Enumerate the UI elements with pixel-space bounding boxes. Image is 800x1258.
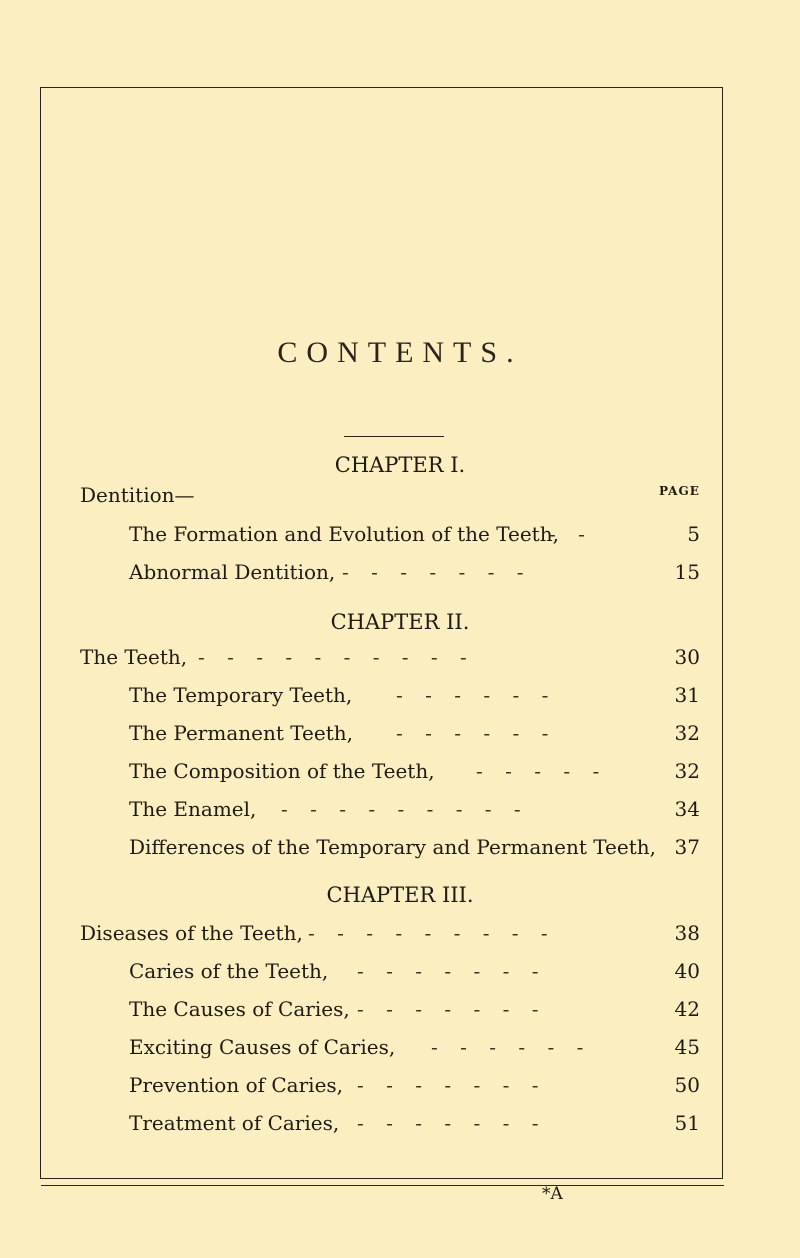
dot-leader: - - - - - - xyxy=(431,1035,592,1059)
toc-entry-label: The Temporary Teeth, xyxy=(129,683,353,707)
toc-entry xyxy=(129,756,700,786)
signature-mark: *A xyxy=(542,1184,563,1204)
toc-page-number: 32 xyxy=(674,721,700,745)
toc-entry-label: Exciting Causes of Caries, xyxy=(129,1035,396,1059)
toc-entry xyxy=(129,794,700,824)
dot-leader: - - - - - - - xyxy=(357,1111,547,1135)
toc-entry xyxy=(129,832,700,862)
toc-entry xyxy=(129,1032,700,1062)
toc-entry-label: The Composition of the Teeth, xyxy=(129,759,435,783)
toc-entry xyxy=(80,642,700,672)
dot-leader: - - - - - - - - - xyxy=(308,921,556,945)
chapter-heading-1: CHAPTER I. xyxy=(334,453,466,477)
toc-entry-dentition xyxy=(80,480,700,510)
toc-page-number: 45 xyxy=(674,1035,700,1059)
toc-entry xyxy=(80,918,700,948)
dot-leader: - - - - - - - xyxy=(342,560,532,584)
toc-entry xyxy=(129,680,700,710)
page-title: CONTENTS. xyxy=(277,336,523,369)
toc-entry xyxy=(129,519,700,549)
dot-leader: - - - - - xyxy=(476,759,608,783)
dot-leader: - - - - - - xyxy=(396,683,557,707)
toc-entry xyxy=(129,557,700,587)
dot-leader: - - - - - - - xyxy=(357,997,547,1021)
chapter-heading-3: CHAPTER III. xyxy=(326,883,474,907)
dot-leader: - - xyxy=(549,522,593,546)
toc-entry-label: Dentition— xyxy=(80,483,195,507)
toc-entry-label: Treatment of Caries, xyxy=(129,1111,340,1135)
toc-entry xyxy=(129,956,700,986)
chapter-heading-2: CHAPTER II. xyxy=(330,610,470,634)
toc-page-number: 30 xyxy=(674,645,700,669)
toc-page-number: 50 xyxy=(674,1073,700,1097)
toc-page-number: 42 xyxy=(674,997,700,1021)
toc-page-number: 37 xyxy=(674,835,700,859)
dot-leader: - - - - - - - xyxy=(357,1073,547,1097)
toc-entry xyxy=(129,994,700,1024)
toc-entry-label: Prevention of Caries, xyxy=(129,1073,344,1097)
toc-entry-label: Differences of the Temporary and Permanent Teeth, xyxy=(129,835,656,859)
dot-leader: - - - - - - - - - - xyxy=(198,645,475,669)
toc-page-number: 34 xyxy=(674,797,700,821)
toc-entry-label: The Causes of Caries, xyxy=(129,997,350,1021)
toc-entry xyxy=(129,1108,700,1138)
toc-page-number: 38 xyxy=(674,921,700,945)
toc-page-number: 32 xyxy=(674,759,700,783)
toc-entry-label: Caries of the Teeth, xyxy=(129,959,329,983)
toc-page-number: 5 xyxy=(687,522,700,546)
toc-entry-label: The Teeth, xyxy=(80,645,188,669)
toc-entry xyxy=(129,1070,700,1100)
toc-entry-label: The Permanent Teeth, xyxy=(129,721,353,745)
dot-leader: - - - - - - - xyxy=(357,959,547,983)
dot-leader: - - - - - - xyxy=(396,721,557,745)
dot-leader: - - - - - - - - - xyxy=(281,797,529,821)
toc-entry xyxy=(129,718,700,748)
bottom-rule xyxy=(41,1185,724,1186)
toc-entry-label: The Formation and Evolution of the Teeth, xyxy=(129,522,559,546)
toc-page-number: 31 xyxy=(674,683,700,707)
toc-entry-label: The Enamel, xyxy=(129,797,257,821)
toc-entry-label: Diseases of the Teeth, xyxy=(80,921,303,945)
toc-page-number: 15 xyxy=(674,560,700,584)
toc-page-number: 51 xyxy=(674,1111,700,1135)
toc-entry-label: Abnormal Dentition, xyxy=(129,560,336,584)
title-rule xyxy=(344,436,444,437)
page-column-heading: PAGE xyxy=(659,484,700,498)
toc-page-number: 40 xyxy=(674,959,700,983)
